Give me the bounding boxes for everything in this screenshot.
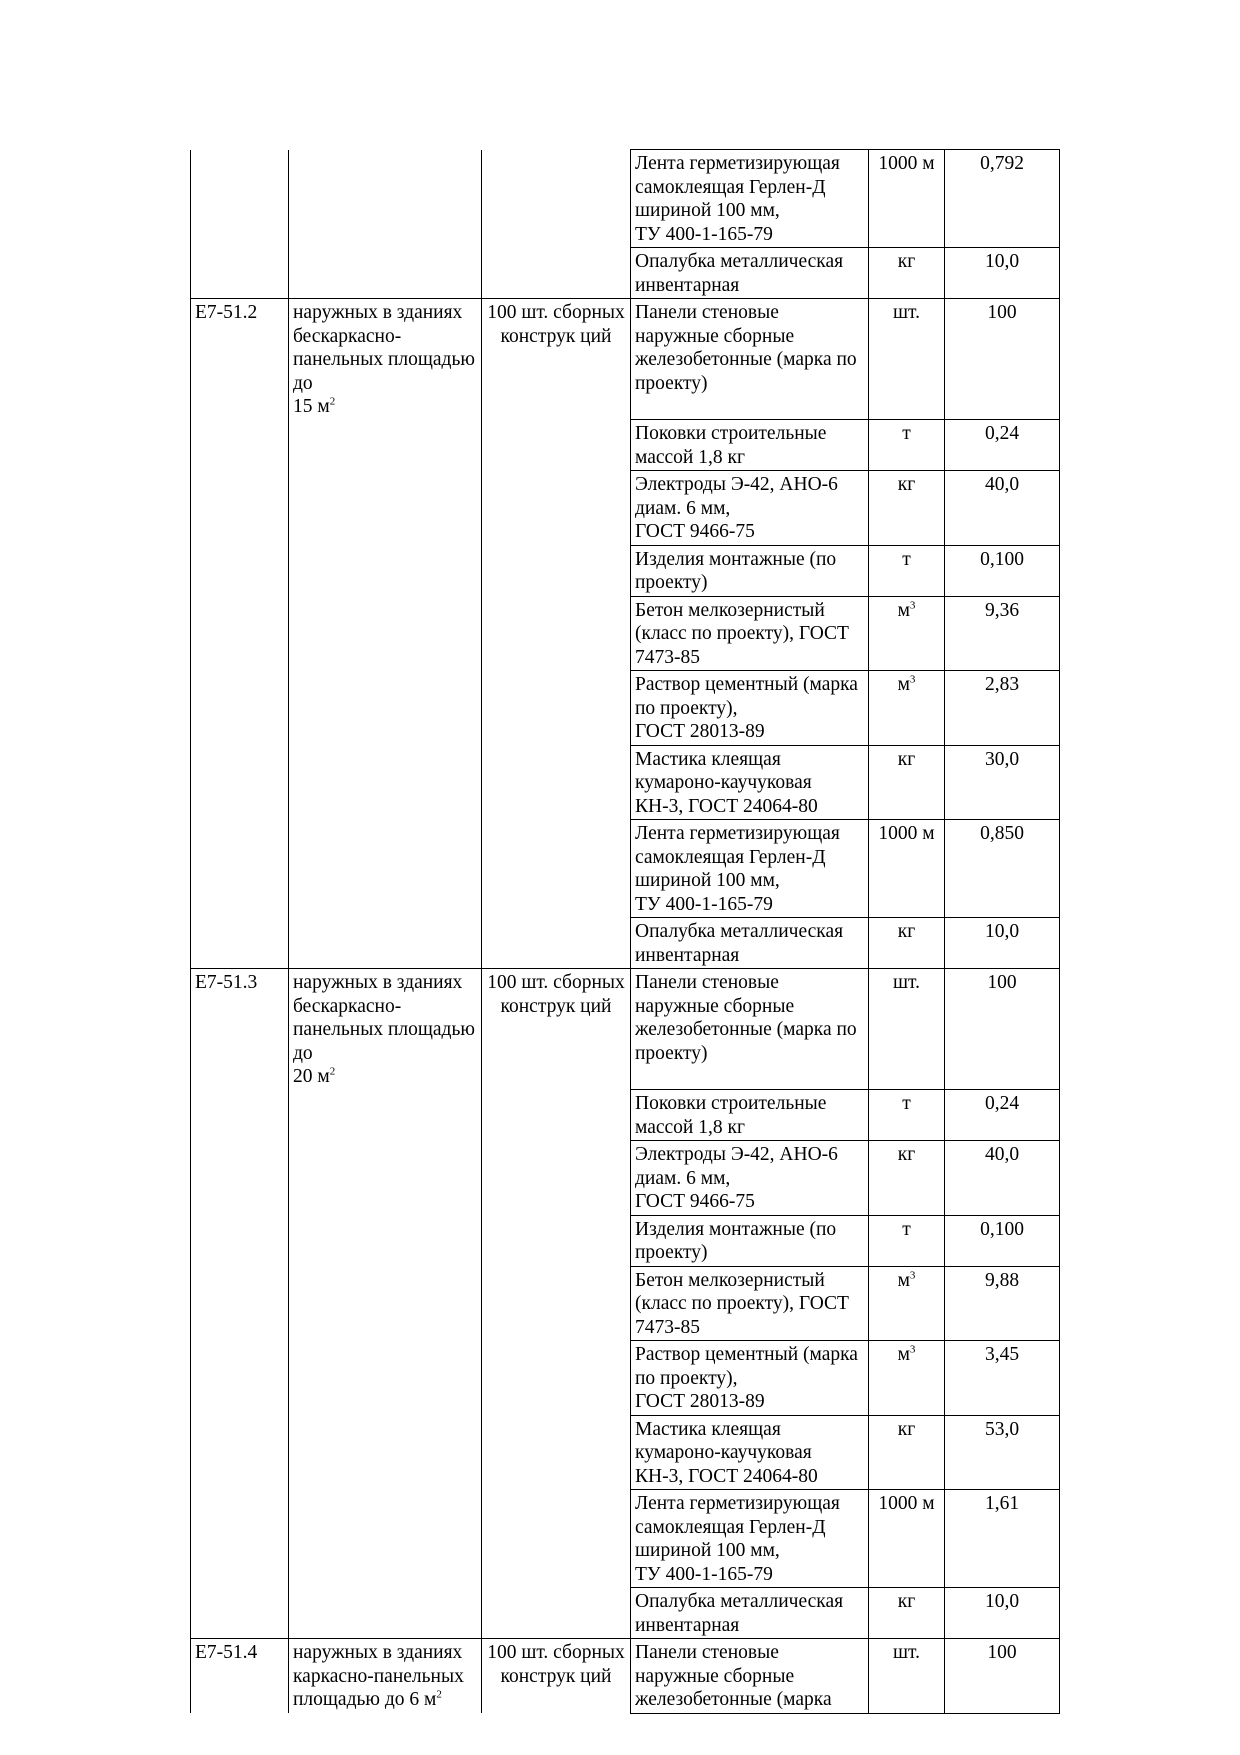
- material-cell-text: Мастика клеящая кумароно-каучуковая КН-3, ГОСТ 24064-80: [635, 1418, 818, 1487]
- measure-unit-cell: [482, 471, 631, 546]
- code-cell: [191, 1215, 289, 1266]
- description-cell: [289, 918, 482, 969]
- material-cell: [631, 1588, 869, 1639]
- material-cell: [631, 1090, 869, 1141]
- table-row: [191, 248, 1060, 299]
- quantity-cell: [945, 248, 1060, 299]
- unit-cell: [869, 420, 945, 471]
- quantity-cell-text: 40,0: [984, 474, 1020, 495]
- quantity-cell-text: 0,24: [984, 1093, 1020, 1114]
- unit-cell: [869, 969, 945, 1090]
- material-cell-text: Поковки строительные массой 1,8 кг: [635, 423, 827, 468]
- quantity-cell: [945, 820, 1060, 918]
- quantity-cell-text: 2,83: [984, 674, 1020, 695]
- unit-cell-text: шт.: [893, 1642, 920, 1663]
- description-cell: [289, 471, 482, 546]
- description-cell: [289, 1341, 482, 1416]
- quantity-cell: [945, 1588, 1060, 1639]
- measure-unit-cell: [482, 1141, 631, 1216]
- quantity-cell: [945, 545, 1060, 596]
- unit-cell: [869, 671, 945, 746]
- code-cell: [191, 471, 289, 546]
- material-cell-text: Опалубка металлическая инвентарная: [635, 251, 844, 296]
- table-row: [191, 671, 1060, 746]
- quantity-cell-text: 30,0: [984, 748, 1020, 770]
- table-row: [191, 820, 1060, 918]
- measure-unit-cell: [482, 1490, 631, 1588]
- description-cell-text: наружных в зданиях бескаркасно-панельных площадью до 20 м: [293, 972, 475, 1087]
- description-cell: [289, 545, 482, 596]
- quantity-cell-text: 53,0: [984, 1418, 1020, 1440]
- unit-cell-text: кг: [897, 251, 916, 272]
- measure-unit-cell: [482, 248, 631, 299]
- material-cell-text: Электроды Э-42, АНО-6 диам. 6 мм, ГОСТ 9466-75: [635, 474, 838, 542]
- unit-cell-text: шт.: [893, 972, 920, 993]
- quantity-cell-text: 10,0: [984, 921, 1020, 942]
- quantity-cell: [945, 596, 1060, 671]
- measure-unit-cell: [482, 1266, 631, 1341]
- measure-unit-cell: [482, 1639, 631, 1714]
- quantity-cell: [945, 918, 1060, 969]
- code-cell: [191, 1090, 289, 1141]
- table-row: [191, 1341, 1060, 1416]
- quantity-cell-text: 10,0: [984, 1591, 1020, 1612]
- unit-cell: [869, 596, 945, 671]
- material-cell-text: Мастика клеящая кумароно-каучуковая КН-3, ГОСТ 24064-80: [635, 748, 818, 817]
- unit-cell: [869, 1490, 945, 1588]
- material-cell-text: Раствор цементный (марка по проекту), ГОСТ 28013-89: [635, 674, 858, 742]
- description-cell: [289, 1588, 482, 1639]
- description-cell: [289, 1490, 482, 1588]
- material-cell: [631, 545, 869, 596]
- quantity-cell: [945, 969, 1060, 1090]
- material-cell-text: Опалубка металлическая инвентарная: [635, 1591, 844, 1636]
- material-cell: [631, 248, 869, 299]
- code-cell: [191, 1415, 289, 1490]
- material-cell-text: Лента герметизирующая самоклеящая Герлен-Д шириной 100 мм, ТУ 400-1-165-79: [635, 153, 840, 245]
- code-cell: [191, 918, 289, 969]
- unit-cell-text: м: [897, 674, 910, 695]
- description-cell: [289, 1215, 482, 1266]
- description-cell: [289, 745, 482, 820]
- unit-cell-text: 1000 м: [878, 823, 935, 844]
- unit-cell-text: т: [902, 1093, 911, 1114]
- quantity-cell: [945, 1141, 1060, 1216]
- quantity-cell-text: 0,100: [980, 1218, 1024, 1240]
- code-cell: [191, 671, 289, 746]
- quantity-cell-text: 3,45: [984, 1344, 1020, 1365]
- material-cell-text: Панели стеновые наружные сборные железобетонные (марка по проекту): [635, 302, 857, 394]
- quantity-cell: [945, 1090, 1060, 1141]
- quantity-cell-text: 9,36: [984, 599, 1020, 621]
- table-row: [191, 471, 1060, 546]
- material-cell-text: Бетон мелкозернистый (класс по проекту), ГОСТ 7473-85: [635, 1269, 849, 1338]
- measure-unit-cell: [482, 420, 631, 471]
- measure-unit-cell: [482, 545, 631, 596]
- unit-cell: [869, 150, 945, 248]
- unit-cell: [869, 1415, 945, 1490]
- table-row: [191, 150, 1060, 248]
- code-cell: [191, 248, 289, 299]
- material-cell: [631, 1266, 869, 1341]
- measure-unit-cell: [482, 1415, 631, 1490]
- quantity-cell-text: 10,0: [984, 251, 1020, 272]
- quantity-cell-text: 0,792: [980, 153, 1024, 174]
- description-cell: [289, 1090, 482, 1141]
- norms-table: [190, 149, 1060, 1714]
- description-cell: [289, 248, 482, 299]
- unit-cell: [869, 745, 945, 820]
- code-cell: [191, 1639, 289, 1714]
- code-cell: [191, 299, 289, 420]
- measure-unit-cell: [482, 299, 631, 420]
- table-row: [191, 1415, 1060, 1490]
- material-cell: [631, 1490, 869, 1588]
- code-cell: [191, 545, 289, 596]
- measure-unit-cell: [482, 1215, 631, 1266]
- unit-cell-superscript: 3: [909, 673, 916, 686]
- material-cell: [631, 1415, 869, 1490]
- measure-unit-cell: [482, 745, 631, 820]
- quantity-cell-text: 9,88: [984, 1269, 1020, 1291]
- description-cell-superscript: 2: [436, 1688, 442, 1701]
- quantity-cell: [945, 1341, 1060, 1416]
- measure-unit-cell: [482, 1090, 631, 1141]
- measure-unit-cell: [482, 671, 631, 746]
- unit-cell: [869, 1141, 945, 1216]
- material-cell: [631, 299, 869, 420]
- table-row: [191, 299, 1060, 420]
- unit-cell: [869, 1588, 945, 1639]
- measure-unit-cell: [482, 1341, 631, 1416]
- unit-cell-superscript: 3: [909, 1343, 916, 1356]
- material-cell: [631, 918, 869, 969]
- table-row: [191, 545, 1060, 596]
- unit-cell-superscript: 3: [909, 1269, 916, 1281]
- unit-cell-text: 1000 м: [878, 1493, 935, 1514]
- quantity-cell: [945, 1266, 1060, 1341]
- description-cell: [289, 1141, 482, 1216]
- unit-cell-text: кг: [897, 921, 916, 942]
- unit-cell: [869, 1341, 945, 1416]
- unit-cell: [869, 1639, 945, 1714]
- description-cell: [289, 820, 482, 918]
- quantity-cell-text: 0,24: [984, 423, 1020, 444]
- code-cell-text: Е7-51.4: [195, 1642, 258, 1663]
- quantity-cell: [945, 1215, 1060, 1266]
- quantity-cell-text: 100: [987, 1642, 1017, 1663]
- table-row: [191, 745, 1060, 820]
- code-cell: [191, 596, 289, 671]
- measure-unit-cell: [482, 820, 631, 918]
- description-cell: [289, 1639, 482, 1714]
- unit-cell-text: кг: [897, 474, 916, 495]
- unit-cell: [869, 1090, 945, 1141]
- quantity-cell: [945, 1490, 1060, 1588]
- quantity-cell: [945, 745, 1060, 820]
- material-cell-text: Опалубка металлическая инвентарная: [635, 921, 844, 966]
- quantity-cell: [945, 150, 1060, 248]
- table-row: [191, 918, 1060, 969]
- measure-unit-cell-text: 100 шт. сборных конструк ций: [487, 302, 625, 347]
- unit-cell-text: кг: [897, 1418, 916, 1440]
- unit-cell-text: м: [897, 1269, 910, 1291]
- measure-unit-cell-text: 100 шт. сборных конструк ций: [487, 1642, 625, 1687]
- quantity-cell: [945, 671, 1060, 746]
- material-cell: [631, 671, 869, 746]
- code-cell: [191, 150, 289, 248]
- table-row: [191, 420, 1060, 471]
- description-cell: [289, 969, 482, 1090]
- code-cell: [191, 1588, 289, 1639]
- unit-cell-text: шт.: [893, 302, 920, 323]
- material-cell-text: Изделия монтажные (по проекту): [635, 1218, 837, 1263]
- unit-cell-text: т: [902, 548, 911, 570]
- material-cell-text: Панели стеновые наружные сборные железобетонные (марка по проекту): [635, 972, 857, 1064]
- unit-cell: [869, 545, 945, 596]
- quantity-cell-text: 40,0: [984, 1144, 1020, 1165]
- table-row: [191, 1215, 1060, 1266]
- description-cell-superscript: 2: [329, 1065, 336, 1078]
- measure-unit-cell: [482, 969, 631, 1090]
- description-cell: [289, 150, 482, 248]
- material-cell: [631, 1341, 869, 1416]
- quantity-cell: [945, 1415, 1060, 1490]
- code-cell: [191, 1490, 289, 1588]
- unit-cell-text: 1000 м: [878, 153, 935, 174]
- description-cell: [289, 1415, 482, 1490]
- table-row: [191, 1639, 1060, 1714]
- norms-table-body: [191, 150, 1060, 1714]
- description-cell-text: наружных в зданиях каркасно-панельных площадью до 6 м: [293, 1642, 464, 1710]
- material-cell-text: Панели стеновые наружные сборные железобетонные (марка: [635, 1642, 832, 1710]
- unit-cell: [869, 299, 945, 420]
- measure-unit-cell-text: 100 шт. сборных конструк ций: [487, 972, 625, 1017]
- unit-cell: [869, 1215, 945, 1266]
- description-cell: [289, 596, 482, 671]
- material-cell: [631, 820, 869, 918]
- table-row: [191, 1588, 1060, 1639]
- material-cell: [631, 1141, 869, 1216]
- unit-cell-text: кг: [897, 1591, 916, 1612]
- material-cell-text: Лента герметизирующая самоклеящая Герлен-Д шириной 100 мм, ТУ 400-1-165-79: [635, 823, 840, 915]
- quantity-cell-text: 0,850: [980, 823, 1024, 844]
- material-cell: [631, 420, 869, 471]
- table-row: [191, 596, 1060, 671]
- code-cell: [191, 1266, 289, 1341]
- unit-cell-text: м: [897, 1344, 910, 1365]
- material-cell-text: Раствор цементный (марка по проекту), ГОСТ 28013-89: [635, 1344, 858, 1412]
- measure-unit-cell: [482, 1588, 631, 1639]
- quantity-cell: [945, 471, 1060, 546]
- material-cell: [631, 1215, 869, 1266]
- code-cell: [191, 420, 289, 471]
- description-cell: [289, 420, 482, 471]
- code-cell: [191, 745, 289, 820]
- code-cell: [191, 1341, 289, 1416]
- code-cell-text: Е7-51.3: [195, 972, 258, 993]
- table-row: [191, 969, 1060, 1090]
- material-cell: [631, 745, 869, 820]
- material-cell: [631, 471, 869, 546]
- unit-cell: [869, 248, 945, 299]
- description-cell: [289, 299, 482, 420]
- quantity-cell: [945, 299, 1060, 420]
- material-cell-text: Электроды Э-42, АНО-6 диам. 6 мм, ГОСТ 9466-75: [635, 1144, 838, 1212]
- material-cell-text: Бетон мелкозернистый (класс по проекту), ГОСТ 7473-85: [635, 599, 849, 668]
- code-cell-text: Е7-51.2: [195, 302, 258, 323]
- unit-cell-text: т: [902, 1218, 911, 1240]
- material-cell: [631, 1639, 869, 1714]
- code-cell: [191, 1141, 289, 1216]
- unit-cell: [869, 471, 945, 546]
- material-cell-text: Поковки строительные массой 1,8 кг: [635, 1093, 827, 1138]
- quantity-cell-text: 100: [987, 302, 1017, 323]
- code-cell: [191, 969, 289, 1090]
- unit-cell-text: кг: [897, 1144, 916, 1165]
- material-cell: [631, 596, 869, 671]
- quantity-cell: [945, 1639, 1060, 1714]
- unit-cell-text: м: [897, 599, 910, 621]
- material-cell-text: Лента герметизирующая самоклеящая Герлен-Д шириной 100 мм, ТУ 400-1-165-79: [635, 1493, 840, 1585]
- table-row: [191, 1490, 1060, 1588]
- unit-cell: [869, 1266, 945, 1341]
- table-row: [191, 1090, 1060, 1141]
- quantity-cell-text: 100: [987, 972, 1017, 993]
- quantity-cell-text: 1,61: [984, 1493, 1020, 1514]
- material-cell: [631, 969, 869, 1090]
- description-cell-superscript: 2: [329, 395, 336, 408]
- measure-unit-cell: [482, 918, 631, 969]
- unit-cell: [869, 918, 945, 969]
- code-cell: [191, 820, 289, 918]
- unit-cell-text: т: [902, 423, 911, 444]
- material-cell: [631, 150, 869, 248]
- quantity-cell-text: 0,100: [980, 548, 1024, 570]
- description-cell: [289, 671, 482, 746]
- measure-unit-cell: [482, 150, 631, 248]
- description-cell-text: наружных в зданиях бескаркасно-панельных площадью до 15 м: [293, 302, 475, 417]
- table-row: [191, 1266, 1060, 1341]
- unit-cell-superscript: 3: [909, 599, 916, 611]
- description-cell: [289, 1266, 482, 1341]
- measure-unit-cell: [482, 596, 631, 671]
- material-cell-text: Изделия монтажные (по проекту): [635, 548, 837, 593]
- unit-cell: [869, 820, 945, 918]
- table-row: [191, 1141, 1060, 1216]
- unit-cell-text: кг: [897, 748, 916, 770]
- quantity-cell: [945, 420, 1060, 471]
